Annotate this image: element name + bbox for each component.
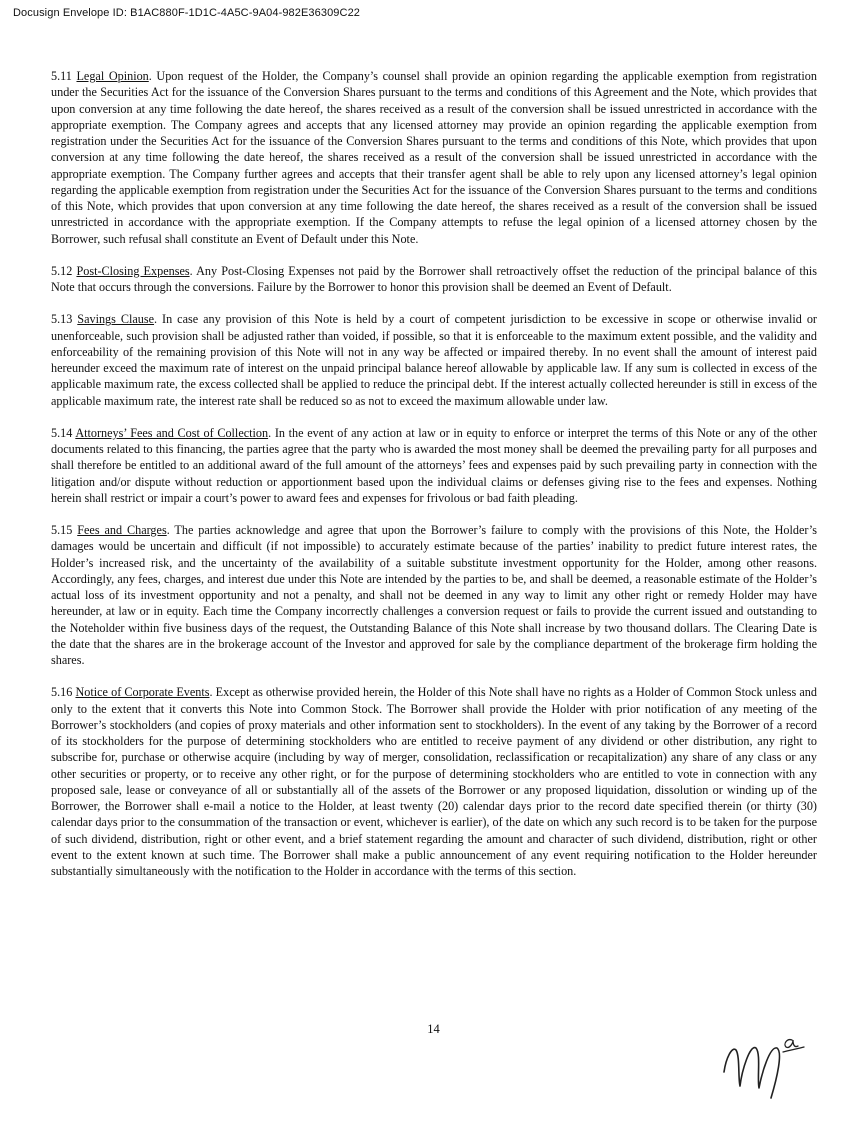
- section-number: 5.13: [51, 312, 73, 327]
- section-number: 5.12: [51, 263, 73, 278]
- document-body: [51, 68, 817, 895]
- section-heading: Attorneys’ Fees and Cost of Collection: [75, 425, 269, 440]
- section-heading: Post-Closing Expenses: [76, 263, 190, 278]
- section-text: . Except as otherwise provided herein, the Holder of this Note shall have no rights as a Holder of Common Stock unless and only to the extent that it converts this Note into Common Stock. The Borrower shall provide the Holder with prior notification of any meeting of the Borrower’s stockholders (and copies of proxy materials and other information sent to stockholders). In the event of any taking by the Borrower of a record of its stockholders for the purpose of determining stockholders who are entitled to receive payment of any dividend or other distribution, any right to subscribe for, purchase or otherwise acquire (including by way of merger, consolidation, reclassification or recapitalization) any share of any class or any other securities or property, or to receive any other right, or for the purpose of determining stockholders who are entitled to vote in connection with any proposed sale, lease or conveyance of all or substantially all of the assets of the Borrower or any proposed liquidation, dissolution or winding up of the Borrower, the Borrower shall e-mail a notice to the Holder, at least twenty (20) calendar days prior to the record date specified therein (or thirty (30) calendar days prior to the consummation of the transaction or event, whichever is earlier), of the date on which any such record is to be taken for the purpose of such dividend, distribution, right or other event, and a brief statement regarding the amount and character of such dividend, distribution, right or other event to the extent known at such time. The Borrower shall make a public announcement of any event requiring notification to the Holder hereunder substantially simultaneously with the notification to the Holder in accordance with the terms of this section.: [51, 685, 817, 878]
- section-text: . The parties acknowledge and agree that upon the Borrower’s failure to comply with the provisions of this Note, the Holder’s damages would be uncertain and difficult (if not impossible) to accurately estimate because of the parties’ inability to predict future interest rates, the Holder’s increased risk, and the uncertainty of the availability of a suitable substitute investment opportunity for the Holder, among other reasons. Accordingly, any fees, charges, and interest due under this Note are intended by the parties to be, and shall be deemed, a reasonable estimate of the Holder’s actual loss of its investment opportunity and not a penalty, and shall not be deemed in any way to limit any other right or remedy Holder may have hereunder, at law or in equity. Each time the Company incorrectly challenges a conversion request or fails to provide the current issued and outstanding to the Noteholder within five business days of the request, the Outstanding Balance of this Note shall increase by two thousand dollars. The Clearing Date is the date that the shares are in the brokerage account of the Investor and approved for sale by the compliance department of the brokerage firm holding the shares.: [51, 523, 817, 667]
- page-number: 14: [427, 1022, 440, 1036]
- section-heading: Legal Opinion: [76, 69, 149, 83]
- section-text: . In case any provision of this Note is held by a court of competent jurisdiction to be excessive in scope or otherwise invalid or unenforceable, such provision shall be adjusted rather than voided, if possible, so that it is enforceable to the maximum extent possible, and the validity and enforceability of the remaining provision of this Note will not in any way be affected or impaired thereby. In no event shall the amount of interest paid hereunder exceed the maximum rate of interest on the unpaid principal balance hereof allowable by applicable law. If any sum is collected in excess of the applicable maximum rate, the excess collected shall be applied to reduce the principal debt. If the interest actually collected hereunder is still in excess of the applicable maximum rate, the interest rate shall be reduced so as not to exceed the maximum allowable under law.: [51, 312, 817, 408]
- section-text: . Any Post-Closing Expenses not paid by the Borrower shall retroactively offset the reduction of the principal balance of this Note that occurs through the conversions. Failure by the Borrower to honor this provision shall be deemed an Event of Default.: [51, 263, 817, 294]
- section-attorneys-fees: [51, 425, 817, 506]
- initials-signature: [720, 1032, 812, 1104]
- section-heading: Notice of Corporate Events: [75, 685, 210, 700]
- section-text: . In the event of any action at law or in equity to enforce or interpret the terms of this Note or any of the other documents related to this financing, the parties agree that the party who is awarded the most money shall be deemed the prevailing party for all purposes and shall therefore be entitled to an additional award of the full amount of the attorneys’ fees and expenses paid by such prevailing party in connection with the litigation and/or dispute without reduction or apportionment based upon the individual claims or defenses giving rise to the fees and expenses. Nothing herein shall restrict or impair a court’s power to award fees and expenses for frivolous or bad faith pleading.: [51, 425, 817, 505]
- section-text: . Upon request of the Holder, the Company’s counsel shall provide an opinion regarding the applicable exemption from registration under the Securities Act for the issuance of the Conversion Shares pursuant to the terms and conditions of this Agreement and the Note, which provides that upon conversion at any time following the date hereof, the shares received as a result of the conversion shall be issued unrestricted in accordance with the appropriate exemption. The Company agrees and accepts that any licensed attorney may provide an opinion regarding the applicable exemption from registration under the Securities Act for the issuance of the Conversion Shares pursuant to the terms and conditions of this Note, which provides that upon conversion at any time following the date hereof, the shares received as a result of the conversion shall be issued unrestricted in accordance with the appropriate exemption. The Company further agrees and accepts that their transfer agent shall be able to rely upon any licensed attorney’s legal opinion regarding the applicable exemption from registration under the Securities Act for the issuance of the Conversion Shares pursuant to the terms and conditions of this Note, which provides that upon conversion at any time following the date hereof, the shares received as a result of the conversion shall be issued unrestricted in accordance with the appropriate exemption. If the Company attempts to refuse the legal opinion of a licensed attorney chosen by the Borrower, such refusal shall constitute an Event of Default under this Note.: [51, 69, 817, 246]
- section-number: 5.16: [51, 685, 73, 700]
- section-number: 5.11: [51, 69, 72, 83]
- section-legal-opinion: [51, 68, 817, 247]
- section-heading: Savings Clause: [77, 312, 155, 327]
- section-number: 5.14: [51, 425, 73, 440]
- section-post-closing-expenses: [51, 263, 817, 296]
- section-savings-clause: [51, 311, 817, 409]
- section-fees-and-charges: [51, 522, 817, 668]
- section-notice-of-corporate-events: [51, 684, 817, 879]
- section-heading: Fees and Charges: [77, 523, 167, 537]
- section-number: 5.15: [51, 523, 73, 537]
- envelope-id: Docusign Envelope ID: B1AC880F-1D1C-4A5C-9A04-982E36309C22: [13, 7, 360, 19]
